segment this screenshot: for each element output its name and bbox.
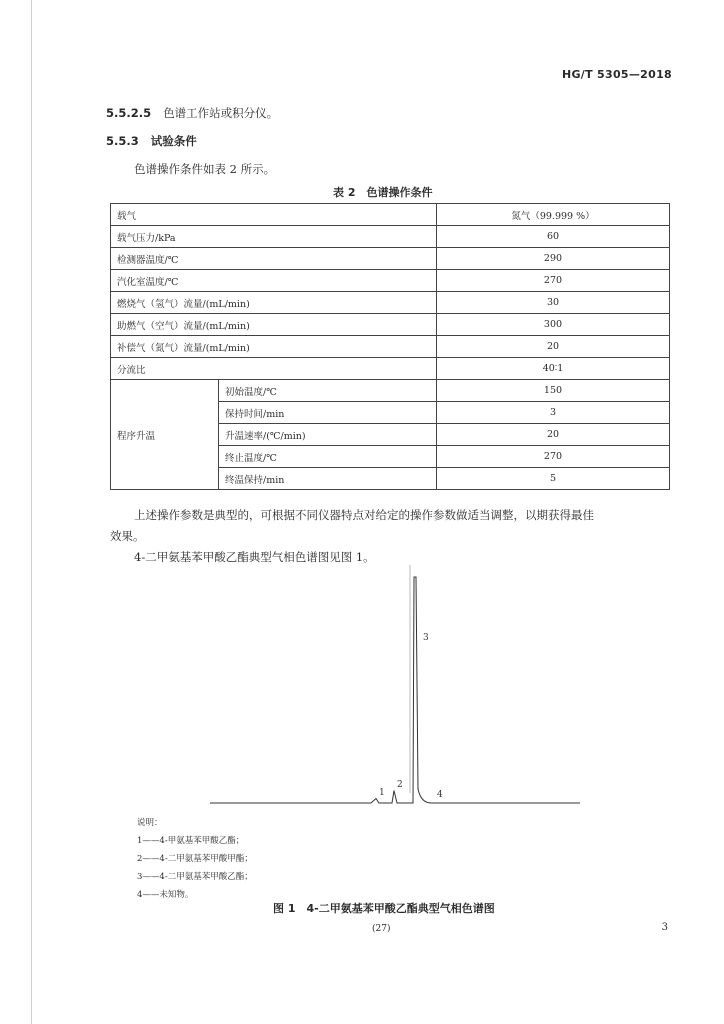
program-row-label: 终止温度/℃ — [219, 446, 437, 468]
program-row-label: 终温保持/min — [219, 468, 437, 490]
clause-5-5-2-5 — [106, 105, 278, 121]
row-label: 汽化室温度/℃ — [111, 270, 437, 292]
program-row-value: 5 — [437, 468, 670, 490]
row-value: 氮气（99.999 %） — [437, 204, 670, 226]
row-label: 助燃气（空气）流量/(mL/min) — [111, 314, 437, 336]
program-row-label: 保持时间/min — [219, 402, 437, 424]
row-label: 载气压力/kPa — [111, 226, 437, 248]
table-row — [111, 204, 670, 226]
operating-conditions-table — [110, 203, 670, 490]
table-row — [111, 226, 670, 248]
row-label: 分流比 — [111, 358, 437, 380]
row-value: 60 — [437, 226, 670, 248]
legend-item: 2——4-二甲氨基苯甲酸甲酯； — [137, 854, 253, 864]
chromatogram-figure — [205, 565, 585, 810]
page-edge — [31, 0, 32, 1024]
table-row — [111, 314, 670, 336]
row-value: 30 — [437, 292, 670, 314]
paragraph-adjust-line2: 效果。 — [110, 529, 145, 543]
legend-item: 3——4-二甲氨基苯甲酸乙酯； — [137, 872, 253, 882]
clause-5-5-3 — [106, 133, 197, 149]
program-row-label: 初始温度/℃ — [219, 380, 437, 402]
legend-item: 4——未知物。 — [137, 890, 194, 900]
peak-label-3: 3 — [423, 633, 429, 643]
table-row — [111, 270, 670, 292]
sheet-number: (27) — [372, 924, 391, 934]
page-number: 3 — [661, 922, 668, 933]
row-value: 40∶1 — [437, 358, 670, 380]
row-value: 290 — [437, 248, 670, 270]
legend-title: 说明： — [137, 818, 163, 828]
program-group-label: 程序升温 — [111, 380, 219, 490]
program-row-value: 150 — [437, 380, 670, 402]
figure-caption: 图 1 4-二甲氨基苯甲酸乙酯典型气相色谱图 — [273, 902, 495, 915]
table-row — [111, 358, 670, 380]
program-row-value: 3 — [437, 402, 670, 424]
program-row-value: 20 — [437, 424, 670, 446]
table-row-program — [111, 380, 670, 402]
clause-number: 5.5.3 — [106, 134, 139, 148]
peak-label-2: 2 — [397, 780, 403, 790]
table-row — [111, 336, 670, 358]
table-row — [111, 248, 670, 270]
intro-text: 色谱操作条件如表 2 所示。 — [134, 162, 276, 176]
row-value: 20 — [437, 336, 670, 358]
paragraph-figure-ref: 4-二甲氨基苯甲酸乙酯典型气相色谱图见图 1。 — [134, 550, 375, 564]
paragraph-adjust-line1: 上述操作参数是典型的，可根据不同仪器特点对给定的操作参数做适当调整，以期获得最佳 — [134, 508, 594, 522]
row-label: 载气 — [111, 204, 437, 226]
peak-label-4: 4 — [437, 790, 443, 800]
clause-text: 色谱工作站或积分仪。 — [163, 106, 279, 120]
program-row-label: 升温速率/(℃/min) — [219, 424, 437, 446]
row-label: 燃烧气（氢气）流量/(mL/min) — [111, 292, 437, 314]
peak-label-1: 1 — [379, 788, 385, 798]
row-label: 检测器温度/℃ — [111, 248, 437, 270]
row-value: 300 — [437, 314, 670, 336]
table-caption: 表 2 色谱操作条件 — [333, 186, 433, 199]
row-value: 270 — [437, 270, 670, 292]
row-label: 补偿气（氮气）流量/(mL/min) — [111, 336, 437, 358]
figure-legend — [137, 814, 253, 904]
program-row-value: 270 — [437, 446, 670, 468]
chromatogram-trace — [210, 577, 580, 803]
clause-title: 试验条件 — [150, 134, 197, 148]
standard-code: HG/T 5305—2018 — [561, 68, 672, 81]
legend-item: 1——4-甲氨基苯甲酸乙酯； — [137, 836, 245, 846]
clause-number: 5.5.2.5 — [106, 106, 152, 120]
table-row — [111, 292, 670, 314]
